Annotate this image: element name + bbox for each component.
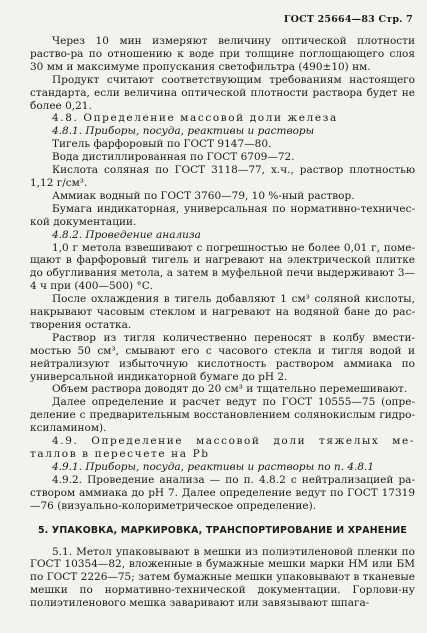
paragraph: Объем раствора доводят до 20 см³ и тщательно перемешивают. bbox=[52, 383, 408, 396]
paragraph: Вода дистиллированная по ГОСТ 6709—72. bbox=[52, 151, 295, 164]
paragraph: 4.9.2. Проведение анализа — по п. 4.8.2 с нейтрализацией ра-створом аммиака до рН 7. Далее определение ведут по ГОСТ 17319—76 (визуально-колориметрическое определение). bbox=[30, 473, 415, 512]
paragraph: Кислота соляная по ГОСТ 3118—77, х.ч., раствор плотностью 1,12 г/см³. bbox=[30, 164, 415, 189]
subsection-heading bbox=[30, 125, 415, 138]
section-heading: 4.8. Определение массовой доли железа bbox=[52, 112, 338, 125]
paragraph: После охлаждения в тигель добавляют 1 см³ соляной кислоты, накрывают часовым стеклом и нагревают на водяной бане до рас-творения остатка. bbox=[30, 293, 415, 331]
paragraph: Далее определение и расчет ведут по ГОСТ 10555—75 (опре-деление с предварительным восстановлением солянокислым гидро-ксиламином). bbox=[30, 396, 415, 435]
paragraph: Через 10 мин измеряют величину оптической плотности раство-ра по отношению к воде при толщине поглощающего слоя 30 мм и максимуме пропускания светофильтра (490±10) нм. bbox=[30, 35, 415, 73]
paragraph: Бумага индикаторная, универсальная по нормативно-техничес-кой документации. bbox=[30, 202, 415, 228]
subsection-heading-text: 4.8.1. Приборы, посуда, реактивы и растворы bbox=[52, 125, 315, 138]
paragraph: Аммиак водный по ГОСТ 3760—79, 10 %-ный раствор. bbox=[52, 189, 355, 202]
paragraph: Тигель фарфоровый по ГОСТ 9147—80. bbox=[52, 138, 272, 151]
paragraph: 1,0 г метола взвешивают с погрешностью не более 0,01 г, поме-щают в фарфоровый тигель и нагревают на электрической плитке до обугливания метола, а затем в муфельной печи выдерживают 3—4 ч при (400—500) °С. bbox=[30, 241, 415, 293]
paragraph: Раствор из тигля количественно переносят в колбу вмести-мостью 50 см³, смывают его с часового стекла и тигля водой и нейтрализуют избыточную кислотность раствором аммиака по универсальной индикаторной бумаге до рН 2. bbox=[30, 331, 415, 383]
paragraph: Продукт считают соответствующим требованиям настоящего стандарта, если величина оптической плотности раствора будет не более 0,21. bbox=[30, 73, 415, 112]
subsection-heading bbox=[30, 461, 415, 474]
section-heading: 4.9. Определение массовой доли тяжелых ме-таллов в пересчете на Pb bbox=[30, 435, 415, 460]
subsection-heading bbox=[30, 229, 415, 242]
chapter-heading: 5. УПАКОВКА, МАРКИРОВКА, ТРАНСПОРТИРОВАНИЕ И ХРАНЕНИЕ bbox=[37, 524, 408, 536]
subsection-heading-text: 4.8.2. Проведение анализа bbox=[52, 228, 201, 241]
subsection-heading-text: 4.9.1. Приборы, посуда, реактивы и растворы по п. 4.8.1 bbox=[52, 460, 375, 473]
paragraph: 5.1. Метол упаковывают в мешки из полиэтиленовой пленки по ГОСТ 10354—82, вложенные в бумажные мешки марки НМ или БМ по ГОСТ 2226—75; затем бумажные мешки упаковывают в тканевые мешки по нормативно-технической документации. Горлови-ну полиэтиленового мешка заваривают или завязывают шпага- bbox=[30, 545, 415, 610]
page-header: ГОСТ 25664—83 Стр. 7 bbox=[283, 14, 413, 25]
